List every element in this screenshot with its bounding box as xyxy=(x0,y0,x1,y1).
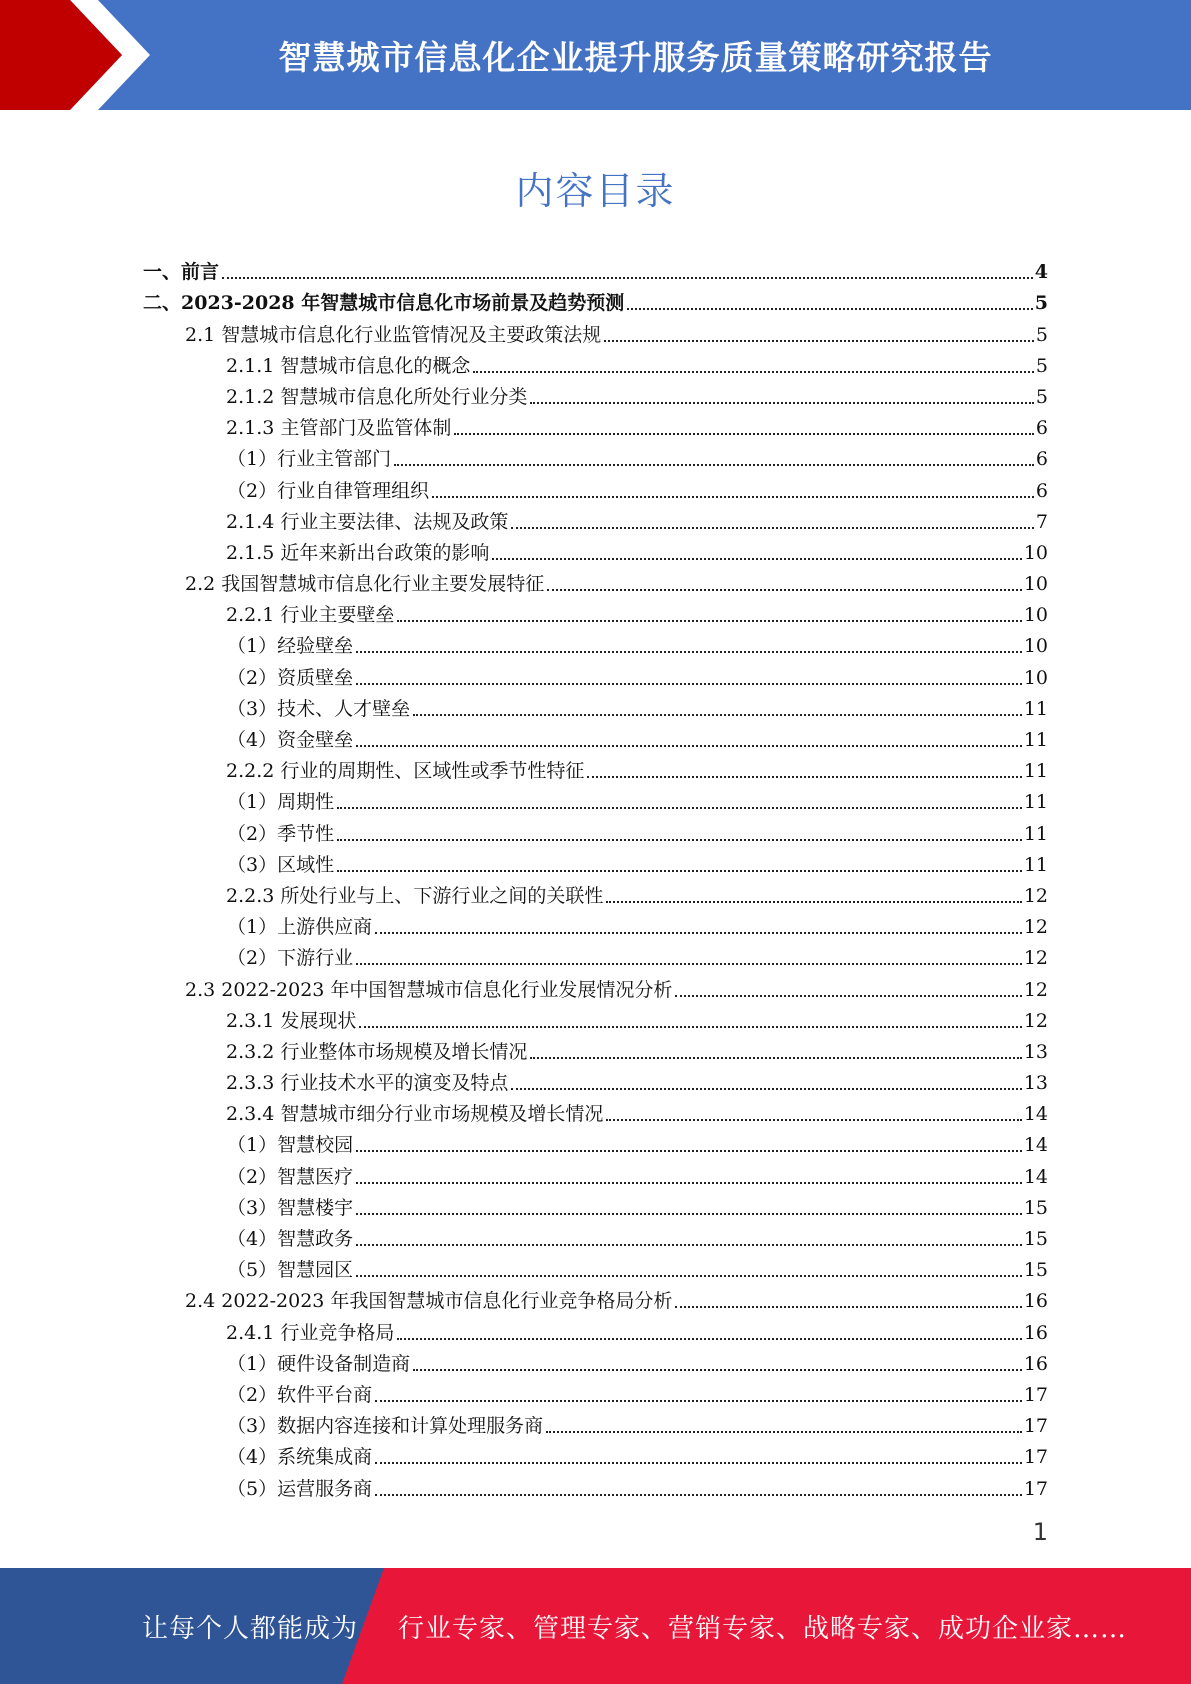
toc-entry-label: （2）智慧医疗 xyxy=(227,1165,354,1188)
toc-entry-page: 12 xyxy=(1023,1009,1048,1032)
toc-entry-label: （4）智慧政务 xyxy=(227,1228,354,1250)
toc-entry[interactable] xyxy=(143,285,1048,316)
header-banner xyxy=(0,0,1191,110)
toc-entry-label: 2.1.2 智慧城市信息化所处行业分类 xyxy=(226,385,528,408)
toc-dot-leader xyxy=(587,776,1021,778)
toc-entry-page: 12 xyxy=(1023,916,1048,939)
toc-entry-label: 2.1.3 主管部门及监管体制 xyxy=(226,417,452,440)
toc-entry-label: （2）软件平台商 xyxy=(227,1383,373,1406)
footer-slogan-left: 让每个人都能成为 xyxy=(142,1613,359,1644)
toc-entry-label: （3）区域性 xyxy=(227,853,335,876)
toc-dot-leader xyxy=(337,807,1022,809)
toc-entry-page: 13 xyxy=(1023,1072,1048,1095)
toc-entry[interactable] xyxy=(143,348,1048,379)
toc-entry-page: 11 xyxy=(1023,760,1048,783)
toc-entry-page: 14 xyxy=(1023,1165,1048,1188)
toc-entry-label: 2.3.2 行业整体市场规模及增长情况 xyxy=(226,1040,528,1063)
toc-entry-page: 17 xyxy=(1023,1446,1048,1469)
toc-entry[interactable] xyxy=(143,753,1048,784)
toc-entry-label: （2）行业自律管理组织 xyxy=(227,479,430,502)
toc-entry-label: 一、前言 xyxy=(143,261,220,284)
toc-dot-leader xyxy=(397,1338,1021,1340)
toc-entry-label: （2）季节性 xyxy=(227,822,335,845)
toc-entry-page: 16 xyxy=(1023,1290,1048,1313)
toc-entry[interactable] xyxy=(143,691,1048,722)
toc-entry[interactable] xyxy=(143,847,1048,878)
toc-entry-page: 6 xyxy=(1035,448,1048,471)
toc-entry[interactable] xyxy=(143,379,1048,410)
toc-dot-leader xyxy=(375,1400,1022,1402)
toc-entry[interactable] xyxy=(143,1408,1048,1439)
toc-dot-leader xyxy=(413,1369,1022,1371)
toc-entry[interactable] xyxy=(143,628,1048,659)
toc-entry-page: 12 xyxy=(1023,978,1048,1001)
toc-entry-page: 11 xyxy=(1023,791,1048,814)
toc-entry[interactable] xyxy=(143,722,1048,753)
toc-entry-label: （1）硬件设备制造商 xyxy=(227,1352,411,1375)
toc-entry[interactable] xyxy=(143,1190,1048,1221)
toc-entry-label: （1）经验壁垒 xyxy=(227,635,354,658)
toc-entry-label: 2.2.3 所处行业与上、下游行业之间的关联性 xyxy=(226,884,604,907)
toc-entry-page: 15 xyxy=(1023,1259,1048,1282)
toc-entry-label: （5）运营服务商 xyxy=(227,1477,373,1500)
toc-entry-page: 5 xyxy=(1034,292,1048,315)
toc-dot-leader xyxy=(222,277,1033,279)
toc-entry-page: 14 xyxy=(1023,1103,1048,1126)
toc-dot-leader xyxy=(454,433,1034,435)
toc-entry-page: 11 xyxy=(1023,853,1048,876)
toc-entry-label: 2.2.1 行业主要壁垒 xyxy=(226,604,395,627)
toc-entry-label: 2.1 智慧城市信息化行业监管情况及主要政策法规 xyxy=(185,323,602,346)
toc-entry-page: 10 xyxy=(1023,604,1048,627)
toc-entry-label: （3）智慧楼宇 xyxy=(227,1196,354,1219)
toc-entry[interactable] xyxy=(143,909,1048,940)
toc-dot-leader xyxy=(356,1150,1022,1152)
toc-dot-leader xyxy=(375,932,1022,934)
toc-entry[interactable] xyxy=(143,940,1048,971)
toc-entry-page: 5 xyxy=(1035,354,1048,377)
toc-dot-leader xyxy=(356,963,1022,965)
toc-entry[interactable] xyxy=(143,1346,1048,1377)
toc-dot-leader xyxy=(413,714,1022,716)
toc-entry[interactable] xyxy=(143,1439,1048,1470)
toc-entry[interactable] xyxy=(143,535,1048,566)
toc-entry-label: 2.1.1 智慧城市信息化的概念 xyxy=(226,354,471,377)
toc-dot-leader xyxy=(675,1306,1021,1308)
toc-entry[interactable] xyxy=(143,1096,1048,1127)
toc-entry-label: （1）上游供应商 xyxy=(227,916,373,939)
toc-entry-label: 2.3 2022-2023 年中国智慧城市信息化行业发展情况分析 xyxy=(185,978,673,1001)
toc-entry-label: （3）技术、人才壁垒 xyxy=(227,697,411,720)
toc-entry[interactable] xyxy=(143,1283,1048,1314)
toc-entry-label: （2）下游行业 xyxy=(227,947,354,970)
page-number: 1 xyxy=(1032,1518,1048,1546)
footer-slogan-right: 行业专家、管理专家、营销专家、战略专家、成功企业家…… xyxy=(398,1613,1128,1644)
toc-dot-leader xyxy=(511,1088,1021,1090)
toc-entry-label: 2.2.2 行业的周期性、区域性或季节性特征 xyxy=(226,760,585,783)
toc-dot-leader xyxy=(356,1275,1022,1277)
toc-entry-label: 2.4 2022-2023 年我国智慧城市信息化行业竞争格局分析 xyxy=(185,1290,673,1313)
toc-dot-leader xyxy=(627,308,1033,310)
toc-entry[interactable] xyxy=(143,441,1048,472)
toc-entry-page: 10 xyxy=(1023,541,1048,564)
toc-dot-leader xyxy=(356,1182,1022,1184)
toc-entry[interactable] xyxy=(143,1377,1048,1408)
toc-dot-leader xyxy=(356,1213,1022,1215)
toc-dot-leader xyxy=(606,1119,1021,1121)
footer-banner xyxy=(0,1568,1191,1684)
toc-entry-label: （4）系统集成商 xyxy=(227,1446,373,1469)
toc-dot-leader xyxy=(356,683,1022,685)
toc-entry-page: 15 xyxy=(1023,1228,1048,1250)
toc-dot-leader xyxy=(546,1431,1022,1433)
toc-entry-page: 11 xyxy=(1023,697,1048,720)
toc-entry[interactable] xyxy=(143,504,1048,535)
toc-entry[interactable] xyxy=(143,815,1048,846)
toc-entry[interactable] xyxy=(143,1034,1048,1065)
toc-entry[interactable] xyxy=(143,1252,1048,1283)
toc-entry-page: 17 xyxy=(1023,1415,1048,1438)
toc-dot-leader xyxy=(397,620,1021,622)
toc-entry[interactable] xyxy=(143,254,1048,285)
toc-entry-page: 15 xyxy=(1023,1196,1048,1219)
toc-dot-leader xyxy=(356,651,1022,653)
toc-entry-page: 12 xyxy=(1023,884,1048,907)
toc-entry-page: 11 xyxy=(1023,729,1048,751)
toc-entry-page: 16 xyxy=(1023,1352,1048,1375)
toc-dot-leader xyxy=(606,901,1021,903)
toc-entry-page: 11 xyxy=(1023,822,1048,845)
report-title: 智慧城市信息化企业提升服务质量策略研究报告 xyxy=(278,37,993,77)
toc-entry-page: 6 xyxy=(1035,479,1048,502)
toc-dot-leader xyxy=(547,589,1022,591)
toc-entry-page: 14 xyxy=(1023,1134,1048,1157)
toc-entry-label: （1）周期性 xyxy=(227,791,335,814)
toc-entry[interactable] xyxy=(143,1127,1048,1158)
toc-dot-leader xyxy=(432,496,1034,498)
toc-dot-leader xyxy=(356,1244,1022,1246)
toc-entry-page: 7 xyxy=(1035,510,1048,533)
toc-dot-leader xyxy=(604,340,1034,342)
toc-entry-label: （1）智慧校园 xyxy=(227,1134,354,1157)
toc-entry-label: 二、2023-2028 年智慧城市信息化市场前景及趋势预测 xyxy=(143,292,625,315)
toc-entry[interactable] xyxy=(143,1065,1048,1096)
toc-dot-leader xyxy=(492,558,1021,560)
table-of-contents xyxy=(143,254,1048,1502)
toc-dot-leader xyxy=(511,527,1034,529)
toc-heading: 内容目录 xyxy=(515,169,676,213)
toc-entry[interactable] xyxy=(143,1314,1048,1345)
toc-dot-leader xyxy=(375,1462,1022,1464)
toc-entry-page: 10 xyxy=(1023,635,1048,658)
toc-entry[interactable] xyxy=(143,316,1048,347)
toc-entry[interactable] xyxy=(143,971,1048,1002)
toc-entry[interactable] xyxy=(143,410,1048,441)
toc-entry[interactable] xyxy=(143,472,1048,503)
toc-entry-page: 10 xyxy=(1023,573,1048,596)
toc-dot-leader xyxy=(394,464,1034,466)
toc-entry[interactable] xyxy=(143,784,1048,815)
toc-entry-page: 17 xyxy=(1023,1383,1048,1406)
toc-dot-leader xyxy=(675,995,1021,997)
toc-dot-leader xyxy=(375,1494,1022,1496)
toc-entry-label: （2）资质壁垒 xyxy=(227,666,354,689)
toc-entry[interactable] xyxy=(143,1158,1048,1189)
toc-entry-page: 6 xyxy=(1035,417,1048,440)
toc-entry-page: 5 xyxy=(1035,323,1048,346)
toc-entry-label: 2.4.1 行业竞争格局 xyxy=(226,1321,395,1344)
toc-entry[interactable] xyxy=(143,659,1048,690)
toc-entry-label: （1）行业主管部门 xyxy=(227,448,392,471)
toc-dot-leader xyxy=(359,1026,1021,1028)
toc-dot-leader xyxy=(530,402,1034,404)
toc-dot-leader xyxy=(356,745,1022,747)
toc-entry[interactable] xyxy=(143,1221,1048,1252)
toc-entry-label: 2.3.4 智慧城市细分行业市场规模及增长情况 xyxy=(226,1103,604,1126)
toc-entry-page: 12 xyxy=(1023,947,1048,970)
toc-entry-label: （5）智慧园区 xyxy=(227,1259,354,1282)
toc-entry-page: 13 xyxy=(1023,1040,1048,1063)
toc-entry-label: （3）数据内容连接和计算处理服务商 xyxy=(227,1415,544,1438)
toc-entry-label: 2.1.5 近年来新出台政策的影响 xyxy=(226,541,490,564)
toc-entry[interactable] xyxy=(143,1470,1048,1501)
toc-entry-page: 10 xyxy=(1023,666,1048,689)
toc-dot-leader xyxy=(473,371,1034,373)
toc-entry-label: 2.3.1 发展现状 xyxy=(226,1009,357,1032)
toc-entry-label: 2.3.3 行业技术水平的演变及特点 xyxy=(226,1072,509,1095)
toc-entry[interactable] xyxy=(143,597,1048,628)
toc-dot-leader xyxy=(337,870,1022,872)
toc-dot-leader xyxy=(530,1057,1021,1059)
toc-entry-page: 5 xyxy=(1035,385,1048,408)
toc-entry[interactable] xyxy=(143,878,1048,909)
toc-entry-page: 4 xyxy=(1034,261,1048,284)
toc-entry[interactable] xyxy=(143,1003,1048,1034)
toc-entry[interactable] xyxy=(143,566,1048,597)
toc-entry-page: 16 xyxy=(1023,1321,1048,1344)
toc-entry-label: （4）资金壁垒 xyxy=(227,729,354,751)
toc-entry-page: 17 xyxy=(1023,1477,1048,1500)
toc-entry-label: 2.2 我国智慧城市信息化行业主要发展特征 xyxy=(185,573,545,596)
toc-entry-label: 2.1.4 行业主要法律、法规及政策 xyxy=(226,510,509,533)
toc-dot-leader xyxy=(337,839,1022,841)
